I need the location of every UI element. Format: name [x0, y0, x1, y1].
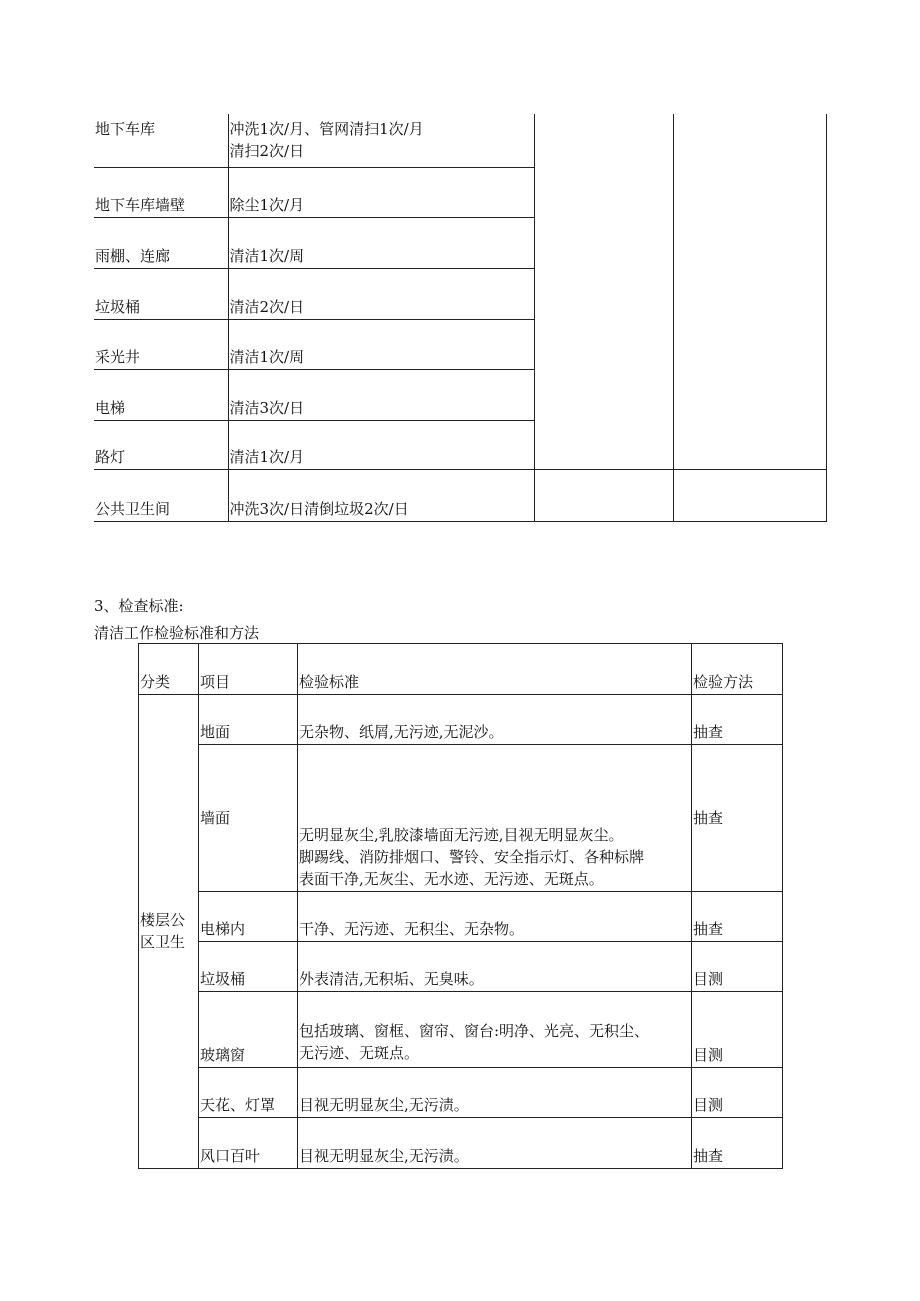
- area-cell: 垃圾桶: [94, 268, 228, 319]
- section-heading: 3、检查标准:: [94, 597, 184, 615]
- area-cell: 采光井: [94, 319, 228, 369]
- frequency-cell: 清洁2次/日: [228, 268, 534, 319]
- standard-cell: 目视无明显灰尘,无污渍。: [298, 1118, 692, 1169]
- frequency-cell: 清洁1次/周: [228, 217, 534, 268]
- frequency-cell: 冲洗3次/日清倒垃圾2次/日: [228, 469, 534, 521]
- header-standard: 检验标准: [298, 644, 692, 695]
- cleaning-schedule-table: [94, 114, 827, 522]
- frequency-cell: 清洁1次/周: [228, 319, 534, 369]
- frequency-cell: 除尘1次/月: [228, 167, 534, 217]
- item-cell: 墙面: [199, 745, 298, 892]
- table-row: [139, 942, 783, 992]
- empty-cell: [673, 469, 826, 521]
- standard-cell: 外表清洁,无积垢、无臭味。: [298, 942, 692, 992]
- method-cell: 抽查: [692, 695, 783, 745]
- table-row: [94, 469, 826, 521]
- frequency-cell: 清洁1次/月: [228, 420, 534, 469]
- empty-cell: [673, 114, 826, 469]
- method-cell: 目测: [692, 942, 783, 992]
- category-cell: 楼层公 区卫生: [139, 695, 199, 1169]
- item-cell: 电梯内: [199, 892, 298, 942]
- standard-cell: 干净、无污迹、无积尘、无杂物。: [298, 892, 692, 942]
- table-header-row: [139, 644, 783, 695]
- table-row: [139, 892, 783, 942]
- table-row: [139, 745, 783, 892]
- area-cell: 公共卫生间: [94, 469, 228, 521]
- method-cell: 目测: [692, 992, 783, 1068]
- table-row: [139, 1118, 783, 1169]
- method-cell: 抽查: [692, 1118, 783, 1169]
- standard-cell: 无杂物、纸屑,无污迹,无泥沙。: [298, 695, 692, 745]
- item-cell: 地面: [199, 695, 298, 745]
- frequency-cell: 清洁3次/日: [228, 369, 534, 420]
- empty-cell: [534, 469, 673, 521]
- method-cell: 目测: [692, 1068, 783, 1118]
- method-cell: 抽查: [692, 892, 783, 942]
- section-subheading: 清洁工作检验标准和方法: [94, 624, 260, 642]
- empty-cell: [534, 114, 673, 469]
- item-cell: 天花、灯罩: [199, 1068, 298, 1118]
- table-row: [94, 114, 826, 167]
- table-row: [139, 1068, 783, 1118]
- area-cell: 雨棚、连廊: [94, 217, 228, 268]
- item-cell: 玻璃窗: [199, 992, 298, 1068]
- standard-cell: 无明显灰尘,乳胶漆墙面无污迹,目视无明显灰尘。 脚踢线、消防排烟口、警铃、安全指示灯、各种标牌 表面干净,无灰尘、无水迹、无污迹、无斑点。: [298, 745, 692, 892]
- area-cell: 地下车库墙壁: [94, 167, 228, 217]
- item-cell: 风口百叶: [199, 1118, 298, 1169]
- area-cell: 地下车库: [94, 114, 228, 167]
- area-cell: 电梯: [94, 369, 228, 420]
- area-cell: 路灯: [94, 420, 228, 469]
- header-item: 项目: [199, 644, 298, 695]
- inspection-standards-table: [138, 643, 783, 1169]
- table-row: [139, 992, 783, 1068]
- method-cell: 抽查: [692, 745, 783, 892]
- table-row: [139, 695, 783, 745]
- standard-cell: 目视无明显灰尘,无污渍。: [298, 1068, 692, 1118]
- header-category: 分类: [139, 644, 199, 695]
- frequency-cell: 冲洗1次/月、管网清扫1次/月 清扫2次/日: [228, 114, 534, 167]
- header-method: 检验方法: [692, 644, 783, 695]
- standard-cell: 包括玻璃、窗框、窗帘、窗台:明净、光亮、无积尘、 无污迹、无斑点。: [298, 992, 692, 1068]
- item-cell: 垃圾桶: [199, 942, 298, 992]
